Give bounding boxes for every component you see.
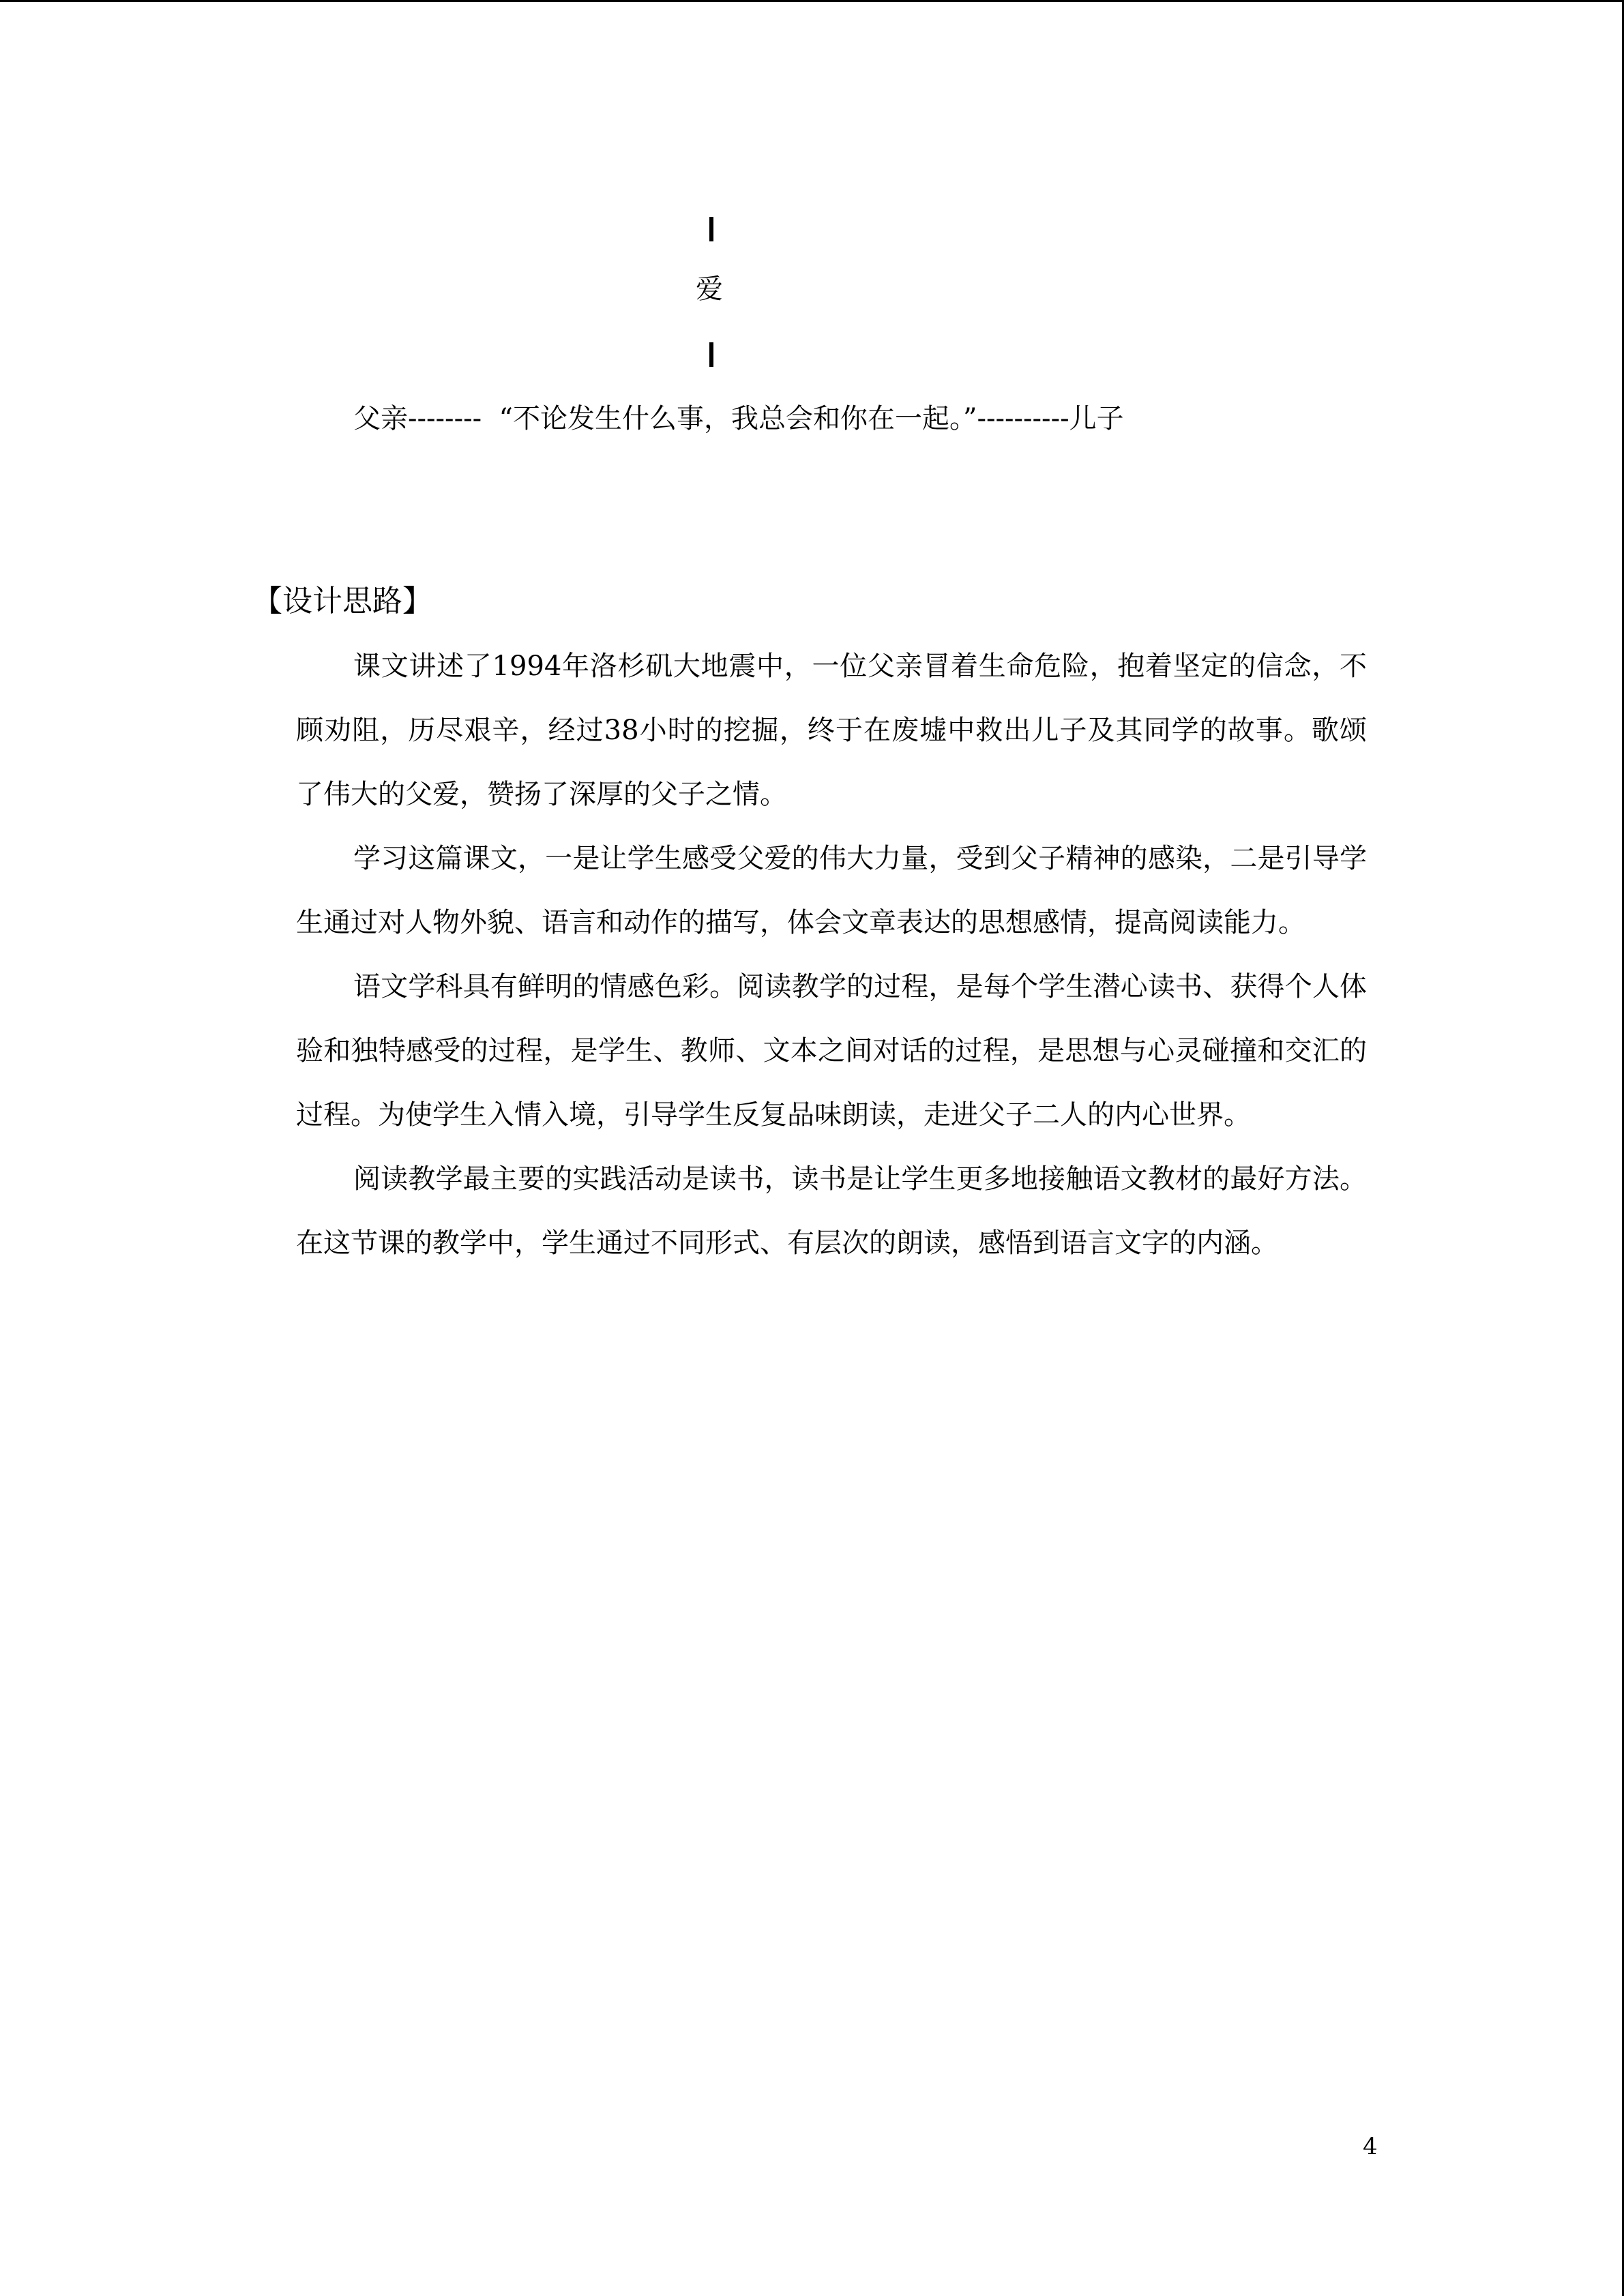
paragraph: 学习这篇课文，一是让学生感受父爱的伟大力量，受到父子精神的感染，二是引导学生通过对人物外貌、语言和动作的描写，体会文章表达的思想感情，提高阅读能力。	[296, 843, 1367, 938]
page-number: 4	[1363, 2133, 1378, 2160]
design-ideas-body	[296, 634, 1367, 1275]
section-heading: 【设计思路】	[252, 584, 432, 618]
paragraph: 课文讲述了1994年洛杉矶大地震中，一位父亲冒着生命危险，抱着坚定的信念，不顾劝阻，历尽艰辛，经过38小时的挖掘，终于在废墟中救出儿子及其同学的故事。歌颂了伟大的父爱，赞扬了深厚的父子之情。	[296, 651, 1367, 810]
diagram-vertical-line-top	[709, 217, 713, 241]
paragraph: 阅读教学最主要的实践活动是读书，读书是让学生更多地接触语文教材的最好方法。在这节课的教学中，学生通过不同形式、有层次的朗读，感悟到语言文字的内涵。	[296, 1163, 1367, 1259]
diagram-relation-row: 父亲-------- “不论发生什么事，我总会和你在一起。”----------儿子	[353, 403, 1124, 434]
diagram-vertical-line-bottom	[709, 342, 713, 367]
diagram-center-label: 爱	[696, 273, 723, 305]
paragraph: 语文学科具有鲜明的情感色彩。阅读教学的过程，是每个学生潜心读书、获得个人体验和独特感受的过程，是学生、教师、文本之间对话的过程，是思想与心灵碰撞和交汇的过程。为使学生入情入境，引导学生反复品味朗读，走进父子二人的内心世界。	[296, 971, 1367, 1131]
